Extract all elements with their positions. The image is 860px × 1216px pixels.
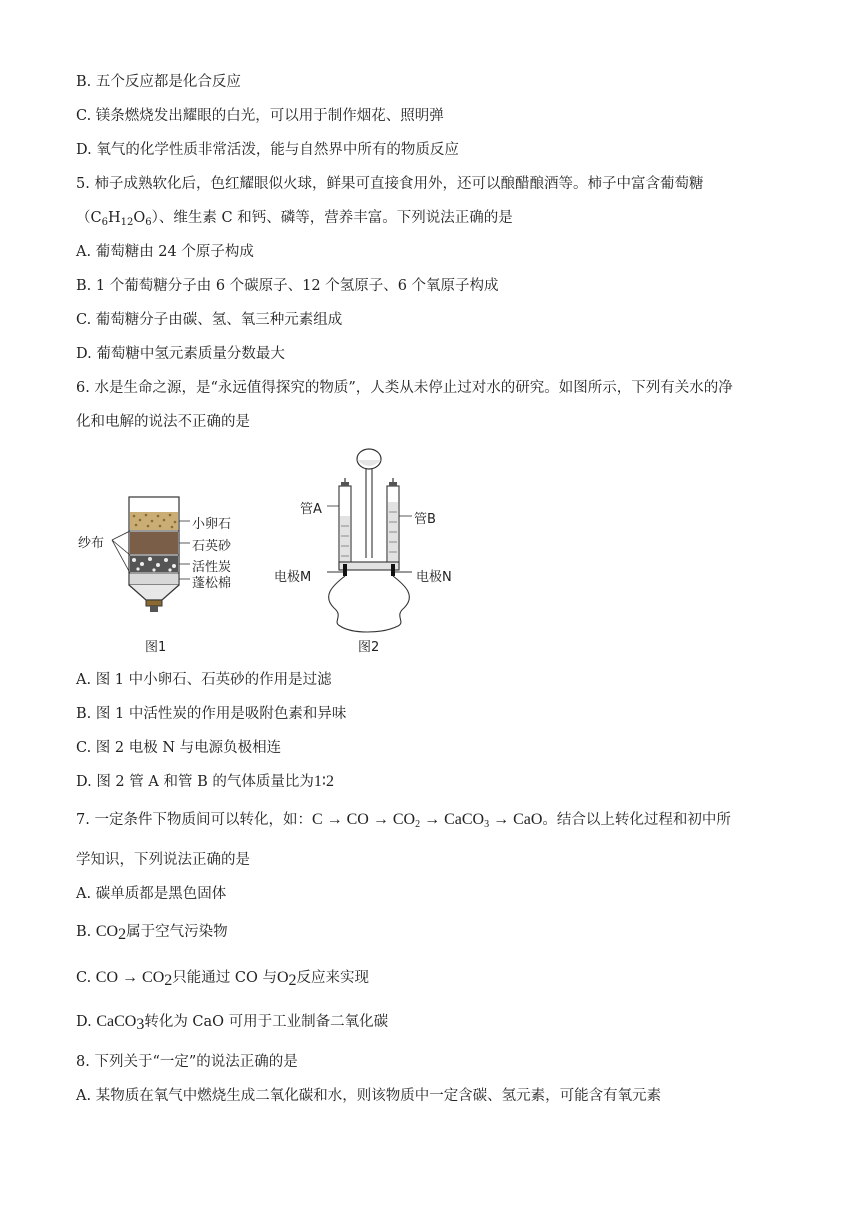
electrolysis-drawing (272, 446, 472, 656)
q8-option-a: A. 某物质在氧气中燃烧生成二氧化碳和水，则该物质中一定含碳、氢元素，可能含有氧元素 (76, 1088, 662, 1104)
figure-2-caption: 图2 (358, 640, 380, 655)
q6-stem-line1: 6. 水是生命之源，是“永远值得探究的物质”，人类从未停止过对水的研究。如图所示，下列有关水的净 (76, 380, 733, 396)
q6-option-a: A. 图 1 中小卵石、石英砂的作用是过滤 (76, 672, 332, 688)
figure-1-water-filter (76, 490, 276, 660)
q5-option-b: B. 1 个葡萄糖分子由 6 个碳原子、12 个氢原子、6 个氧原子构成 (76, 278, 499, 294)
q6-option-c: C. 图 2 电极 N 与电源负极相连 (76, 740, 282, 756)
q5-stem-line2: $(C_6H_{12}O_6)$、维生素 C 和钙、磷等，营养丰富。下列说法正确的是 (76, 210, 513, 228)
label-pebble: 小卵石 (192, 517, 232, 532)
label-cotton: 蓬松棉 (192, 576, 232, 591)
q5-option-c: C. 葡萄糖分子由碳、氢、氧三种元素组成 (76, 312, 343, 328)
q4-option-b: B. 五个反应都是化合反应 (76, 74, 241, 90)
q5-option-a: A. 葡萄糖由 24 个原子构成 (76, 244, 254, 260)
label-tube-b: 管B (414, 512, 436, 527)
q5-stem-line1: 5. 柿子成熟软化后，色红耀眼似火球，鲜果可直接食用外，还可以酿醋酿酒等。柿子中富含葡萄糖 (76, 176, 704, 192)
figure-2-electrolysis (272, 446, 472, 656)
q6-option-d: D. 图 2 管 A 和管 B 的气体质量比为1∶2 (76, 773, 335, 790)
q7-stem-line2: 学知识，下列说法正确的是 (76, 852, 250, 868)
water-filter-drawing (76, 490, 276, 660)
q5-option-d: D. 葡萄糖中氢元素质量分数最大 (76, 346, 285, 362)
q7-stem-line1: 7. 一定条件下物质间可以转化，如：C → CO → $CO_2$ → CaCO$_3$ → CaO。结合以上转化过程和初中所 (76, 811, 731, 830)
q7-option-b: B. $CO_2$属于空气污染物 (76, 923, 228, 943)
conversion-chain: C → CO → $CO_2$ → CaCO$_3$ → CaO (311, 811, 543, 830)
q4-option-c: C. 镁条燃烧发出耀眼的白光，可以用于制作烟花、照明弹 (76, 108, 444, 124)
label-electrode-m: 电极M (274, 570, 312, 585)
label-tube-a: 管A (300, 502, 322, 517)
q6-option-b: B. 图 1 中活性炭的作用是吸附色素和异味 (76, 706, 347, 722)
q7-option-d: D. CaCO$_3$转化为 CaO 可用于工业制备二氧化碳 (76, 1013, 389, 1033)
label-electrode-n: 电极N (416, 570, 452, 585)
q6-stem-line2: 化和电解的说法不正确的是 (76, 414, 250, 430)
figure-1-caption: 图1 (145, 640, 167, 655)
label-quartz-sand: 石英砂 (192, 539, 232, 554)
q7-option-c: C. CO → $CO_2$只能通过 CO 与$O_2$反应来实现 (76, 969, 370, 989)
label-gauze: 纱布 (78, 536, 105, 551)
q7-option-a: A. 碳单质都是黑色固体 (76, 886, 227, 902)
q8-stem: 8. 下列关于“一定”的说法正确的是 (76, 1054, 298, 1070)
label-activated-carbon: 活性炭 (192, 560, 232, 575)
q4-option-d: D. 氧气的化学性质非常活泼，能与自然界中所有的物质反应 (76, 142, 459, 158)
